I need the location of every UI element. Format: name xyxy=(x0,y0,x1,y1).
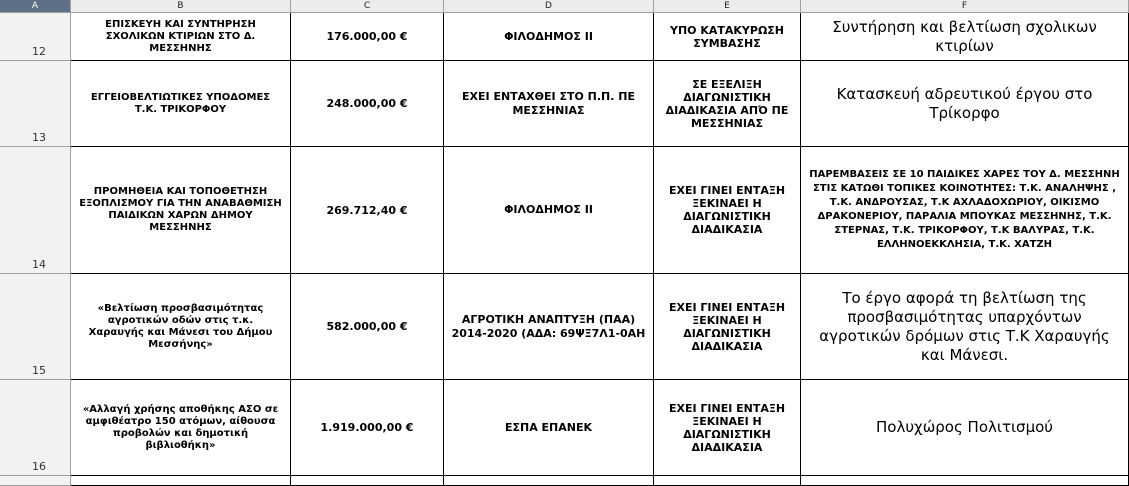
column-header-bar xyxy=(0,0,1129,13)
column-header-d[interactable]: D xyxy=(444,0,654,13)
cell-empty[interactable] xyxy=(654,476,801,486)
cell-budget[interactable]: 1.919.000,00 € xyxy=(291,380,444,476)
cell-budget[interactable]: 176.000,00 € xyxy=(291,13,444,61)
cell-budget[interactable]: 582.000,00 € xyxy=(291,274,444,380)
cell-status[interactable]: ΕΧΕΙ ΓΙΝΕΙ ΕΝΤΑΞΗ ΞΕΚΙΝΑΕΙ Η ΔΙΑΓΩΝΙΣΤΙΚΗ ΔΙΑΔΙΚΑΣΙΑ xyxy=(654,274,801,380)
cell-funding[interactable]: ΕΧΕΙ ΕΝΤΑΧΘΕΙ ΣΤΟ Π.Π. ΠΕ ΜΕΣΣΗΝΙΑΣ xyxy=(444,61,654,147)
cell-project[interactable]: ΠΡΟΜΗΘΕΙΑ ΚΑΙ ΤΟΠΟΘΕΤΗΣΗ ΕΞΟΠΛΙΣΜΟΥ ΓΙΑ ΤΗΝ ΑΝΑΒΑΘΜΙΣΗ ΠΑΙΔΙΚΩΝ ΧΑΡΩΝ ΔΗΜΟΥ ΜΕΣΣΗΝΗΣ xyxy=(71,147,291,274)
column-header-a[interactable]: A xyxy=(0,0,71,13)
row-header[interactable]: 14 xyxy=(0,147,71,274)
cell-budget[interactable]: 269.712,40 € xyxy=(291,147,444,274)
cell-empty[interactable] xyxy=(291,476,444,486)
cell-status[interactable]: ΥΠΟ ΚΑΤΑΚΥΡΩΣΗ ΣΥΜΒΑΣΗΣ xyxy=(654,13,801,61)
cell-grid xyxy=(0,13,1129,486)
cell-project[interactable]: «Αλλαγή χρήσης αποθήκης ΑΣΟ σε αμφιθέατρο 150 ατόμων, αίθουσα προβολών και δημοτική βιβλιοθήκη» xyxy=(71,380,291,476)
cell-description[interactable]: ΠΑΡΕΜΒΑΣΕΙΣ ΣΕ 10 ΠΑΙΔΙΚΕΣ ΧΑΡΕΣ ΤΟΥ Δ. ΜΕΣΣΗΝΗ ΣΤΙΣ ΚΑΤΩΘΙ ΤΟΠΙΚΕΣ ΚΟΙΝΟΤΗΤΕΣ: Τ.Κ. ΑΝΑΛΗΨΗΣ , Τ.Κ. ΑΝΔΡΟΥΣΑΣ, Τ.Κ ΑΧΛΑΔΟΧΩΡΙΟΥ, ΟΙΚΙΣΜΟ ΔΡΑΚΟΝΕΡΙΟΥ, ΠΑΡΑΛΙΑ ΜΠΟΥΚΑΣ ΜΕΣΣΗΝΗΣ, Τ.Κ. ΣΤΕΡΝΑΣ, Τ.Κ. ΤΡΙΚΟΡΦΟΥ, Τ.Κ ΒΑΛΥΡΑΣ, Τ.Κ. ΕΛΛΗΝΟΕΚΚΛΗΣΙΑ, Τ.Κ. ΧΑΤΖΗ xyxy=(801,147,1129,274)
column-header-f[interactable]: F xyxy=(801,0,1129,13)
table-row xyxy=(0,61,1129,147)
row-header[interactable]: 16 xyxy=(0,380,71,476)
column-header-b[interactable]: B xyxy=(71,0,291,13)
row-header[interactable]: 13 xyxy=(0,61,71,147)
cell-status[interactable]: ΕΧΕΙ ΓΙΝΕΙ ΕΝΤΑΞΗ ΞΕΚΙΝΑΕΙ Η ΔΙΑΓΩΝΙΣΤΙΚΗ ΔΙΑΔΙΚΑΣΙΑ xyxy=(654,380,801,476)
cell-empty[interactable] xyxy=(71,476,291,486)
cell-empty[interactable] xyxy=(801,476,1129,486)
table-row xyxy=(0,274,1129,380)
table-row xyxy=(0,476,1129,486)
cell-description[interactable]: Το έργο αφορά τη βελτίωση της προσβασιμότητας υπαρχόντων αγροτικών δρόμων στις Τ.Κ Χαραυγής και Μάνεσι. xyxy=(801,274,1129,380)
cell-empty[interactable] xyxy=(444,476,654,486)
row-header[interactable] xyxy=(0,476,71,486)
column-header-c[interactable]: C xyxy=(291,0,444,13)
cell-funding[interactable]: ΦΙΛΟΔΗΜΟΣ ΙΙ xyxy=(444,147,654,274)
row-header[interactable]: 15 xyxy=(0,274,71,380)
cell-project[interactable]: ΕΓΓΕΙΟΒΕΛΤΙΩΤΙΚΕΣ ΥΠΟΔΟΜΕΣ Τ.Κ. ΤΡΙΚΟΡΦΟΥ xyxy=(71,61,291,147)
cell-description[interactable]: Πολυχώρος Πολιτισμού xyxy=(801,380,1129,476)
cell-description[interactable]: Κατασκευή αδρευτικού έργου στο Τρίκορφο xyxy=(801,61,1129,147)
table-row xyxy=(0,147,1129,274)
cell-status[interactable]: ΕΧΕΙ ΓΙΝΕΙ ΕΝΤΑΞΗ ΞΕΚΙΝΑΕΙ Η ΔΙΑΓΩΝΙΣΤΙΚΗ ΔΙΑΔΙΚΑΣΙΑ xyxy=(654,147,801,274)
cell-funding[interactable]: ΑΓΡΟΤΙΚΗ ΑΝΑΠΤΥΞΗ (ΠΑΑ) 2014-2020 (ΑΔΑ: 69ΨΞ7Λ1-0ΑΗ xyxy=(444,274,654,380)
column-header-e[interactable]: E xyxy=(654,0,801,13)
cell-description[interactable]: Συντήρηση και βελτίωση σχολικων κτιρίων xyxy=(801,13,1129,61)
cell-project[interactable]: ΕΠΙΣΚΕΥΗ ΚΑΙ ΣΥΝΤΗΡΗΣΗ ΣΧΟΛΙΚΩΝ ΚΤΙΡΙΩΝ ΣΤΟ Δ. ΜΕΣΣΗΝΗΣ xyxy=(71,13,291,61)
row-header[interactable]: 12 xyxy=(0,13,71,61)
cell-project[interactable]: «Βελτίωση προσβασιμότητας αγροτικών οδών στις τ.κ. Χαραυγής και Μάνεσι του Δήμου Μεσσήνης» xyxy=(71,274,291,380)
cell-budget[interactable]: 248.000,00 € xyxy=(291,61,444,147)
cell-status[interactable]: ΣΕ ΕΞΕΛΙΞΗ ΔΙΑΓΩΝΙΣΤΙΚΗ ΔΙΑΔΙΚΑΣΙΑ ΑΠΌ ΠΕ ΜΕΣΣΗΝΙΑΣ xyxy=(654,61,801,147)
cell-funding[interactable]: ΦΙΛΟΔΗΜΟΣ ΙΙ xyxy=(444,13,654,61)
cell-funding[interactable]: ΕΣΠΑ ΕΠΑΝΕΚ xyxy=(444,380,654,476)
table-row xyxy=(0,13,1129,61)
table-row xyxy=(0,380,1129,476)
